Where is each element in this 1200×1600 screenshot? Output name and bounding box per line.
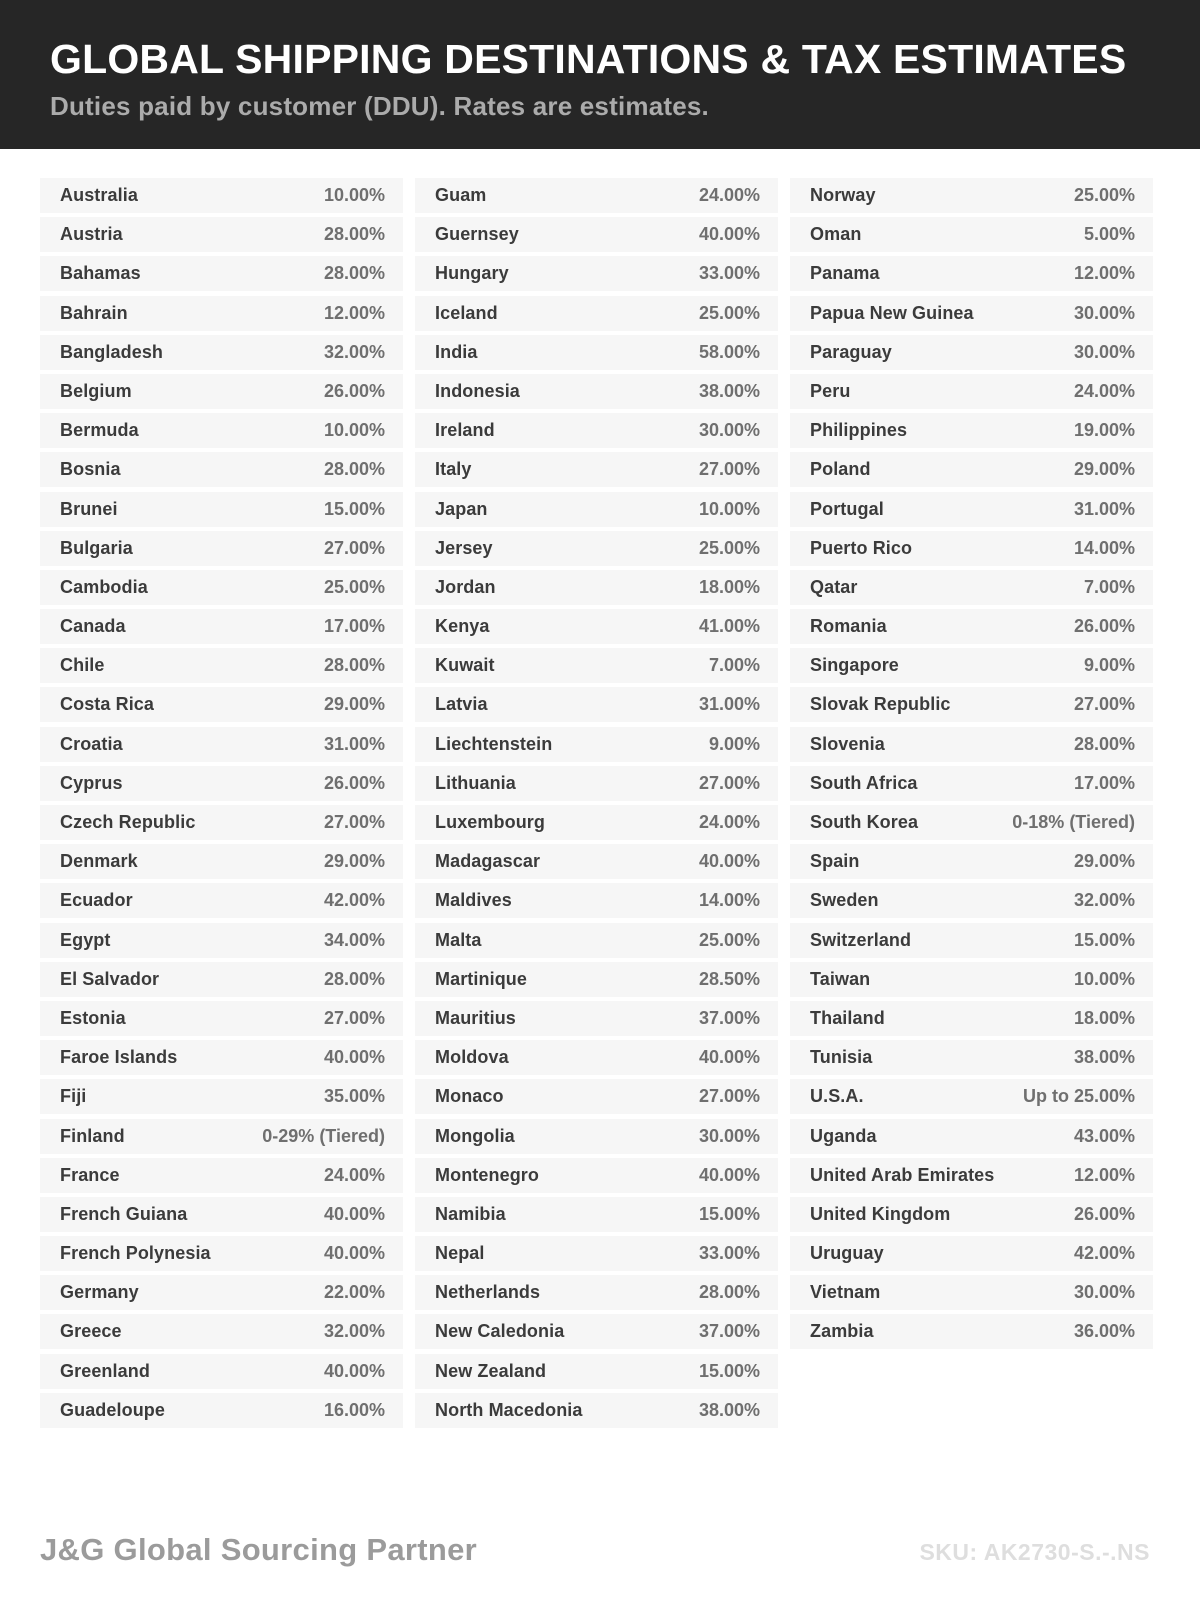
rate-value: 31.00% [1073, 498, 1135, 519]
rate-row [415, 531, 778, 566]
rate-row [415, 335, 778, 370]
country-name: Peru [810, 380, 851, 401]
country-name: Luxembourg [435, 812, 546, 832]
rate-value: 10.00% [323, 420, 385, 441]
country-name: French Guiana [60, 1203, 188, 1224]
country-name: Paraguay [810, 341, 892, 362]
country-name: Cyprus [60, 772, 123, 793]
country-name: Greece [60, 1321, 122, 1342]
country-name: Guam [435, 185, 487, 205]
rate-row [790, 1079, 1153, 1114]
rate-value: 32.00% [323, 341, 385, 362]
rate-value: 24.00% [698, 812, 760, 832]
rate-value: 27.00% [698, 1086, 760, 1107]
rate-value: 38.00% [1073, 1047, 1135, 1068]
page-title: GLOBAL SHIPPING DESTINATIONS & TAX ESTIMATES [50, 36, 1127, 82]
country-name: Panama [810, 263, 880, 284]
rate-row [40, 883, 403, 918]
country-name: Belgium [60, 380, 132, 401]
rate-value: 40.00% [698, 224, 760, 245]
rate-row [790, 923, 1153, 958]
rate-row [415, 883, 778, 918]
rate-row [790, 687, 1153, 722]
rate-value: 40.00% [323, 1360, 385, 1381]
rate-row [40, 374, 403, 409]
country-name: Namibia [435, 1203, 506, 1224]
rate-row [40, 805, 403, 840]
rate-row [40, 1314, 403, 1349]
rate-row [415, 1314, 778, 1349]
rate-value: 16.00% [323, 1399, 385, 1420]
country-name: Uganda [810, 1125, 877, 1146]
country-name: Norway [810, 185, 876, 205]
rate-value: 29.00% [323, 851, 385, 872]
rate-row [40, 570, 403, 605]
country-name: French Polynesia [60, 1243, 211, 1264]
country-name: Iceland [435, 302, 498, 323]
country-name: New Zealand [435, 1360, 547, 1381]
rate-row [40, 1001, 403, 1036]
country-name: Fiji [60, 1086, 87, 1107]
rate-row [415, 687, 778, 722]
brand-text: J&G Global Sourcing Partner [40, 1532, 478, 1567]
country-name: Martinique [435, 968, 528, 989]
rate-row [415, 1040, 778, 1075]
rate-row [40, 609, 403, 644]
country-name: Netherlands [435, 1282, 541, 1303]
country-name: Bangladesh [60, 341, 164, 362]
rate-value: 12.00% [1073, 263, 1135, 284]
rate-value: 17.00% [323, 616, 385, 637]
rate-value: 32.00% [323, 1321, 385, 1342]
country-name: U.S.A. [810, 1086, 864, 1107]
rate-row [415, 727, 778, 762]
rate-row [40, 687, 403, 722]
rate-value: 42.00% [1073, 1243, 1135, 1264]
country-name: Qatar [810, 576, 858, 597]
rate-value: 43.00% [1073, 1125, 1135, 1146]
rate-row [790, 178, 1153, 213]
rate-value: 27.00% [323, 812, 385, 832]
rate-value: 26.00% [323, 772, 385, 793]
country-name: Jersey [435, 537, 493, 558]
rate-value: 26.00% [1073, 1203, 1135, 1224]
rate-value: 14.00% [1073, 537, 1135, 558]
rate-row [415, 1354, 778, 1389]
rate-value: 24.00% [323, 1164, 385, 1185]
rate-row [415, 374, 778, 409]
country-name: Monaco [435, 1086, 504, 1107]
rate-value: 58.00% [698, 341, 760, 362]
country-name: Kenya [435, 616, 490, 637]
rate-value: 27.00% [323, 1007, 385, 1028]
rate-row [40, 648, 403, 683]
rate-value: 26.00% [1073, 616, 1135, 637]
country-name: Kuwait [435, 655, 495, 676]
rate-row [40, 727, 403, 762]
rates-column-1 [40, 178, 403, 1432]
rate-value: 27.00% [323, 537, 385, 558]
country-name: Ireland [435, 420, 495, 441]
rate-value: 0-29% (Tiered) [262, 1125, 385, 1146]
country-name: Finland [60, 1125, 125, 1146]
rate-row [790, 492, 1153, 527]
rate-row [415, 256, 778, 291]
rate-row [790, 531, 1153, 566]
rate-row [40, 962, 403, 997]
rate-row [415, 178, 778, 213]
country-name: Bulgaria [60, 537, 133, 558]
rate-value: 27.00% [698, 772, 760, 793]
country-name: Tunisia [810, 1047, 873, 1068]
sku-text: SKU: AK2730-S.-.NS [919, 1539, 1150, 1565]
rate-row [790, 766, 1153, 801]
rate-value: 31.00% [698, 694, 760, 715]
rate-value: 28.00% [323, 263, 385, 284]
rate-row [790, 452, 1153, 487]
rate-value: 10.00% [1073, 968, 1135, 989]
country-name: Maldives [435, 890, 512, 911]
country-name: Denmark [60, 851, 138, 872]
rate-row [790, 1236, 1153, 1271]
country-name: Mongolia [435, 1125, 515, 1146]
country-name: Vietnam [810, 1282, 881, 1303]
country-name: Slovenia [810, 733, 885, 754]
rate-value: 38.00% [698, 1399, 760, 1420]
rate-row [40, 923, 403, 958]
rate-value: 19.00% [1073, 420, 1135, 441]
country-name: Greenland [60, 1360, 150, 1381]
rate-value: 33.00% [698, 1243, 760, 1264]
rate-row [415, 1119, 778, 1154]
country-name: Portugal [810, 498, 884, 519]
rate-value: 30.00% [698, 1125, 760, 1146]
rate-value: 5.00% [1083, 224, 1135, 245]
rate-row [790, 1197, 1153, 1232]
rate-value: 15.00% [698, 1360, 760, 1381]
country-name: Bermuda [60, 420, 139, 441]
rate-row [40, 335, 403, 370]
country-name: Puerto Rico [810, 537, 913, 558]
rate-row [415, 296, 778, 331]
country-name: Guernsey [435, 224, 519, 245]
rate-row [40, 531, 403, 566]
rate-row [790, 413, 1153, 448]
rate-value: 40.00% [698, 1047, 760, 1068]
rate-value: 27.00% [1073, 694, 1135, 715]
rate-value: Up to 25.00% [1022, 1086, 1135, 1107]
country-name: Canada [60, 616, 126, 637]
rate-row [415, 413, 778, 448]
rate-row [790, 1275, 1153, 1310]
rate-row [40, 413, 403, 448]
rate-value: 10.00% [698, 498, 760, 519]
rate-value: 30.00% [698, 420, 760, 441]
rate-row [790, 1040, 1153, 1075]
rate-value: 40.00% [323, 1243, 385, 1264]
rate-value: 37.00% [698, 1321, 760, 1342]
country-name: Indonesia [435, 380, 520, 401]
country-name: South Korea [810, 812, 919, 832]
rate-row [40, 1079, 403, 1114]
rate-value: 9.00% [1083, 655, 1135, 676]
rate-value: 28.00% [323, 655, 385, 676]
country-name: South Africa [810, 772, 918, 793]
rate-value: 12.00% [323, 302, 385, 323]
country-name: France [60, 1164, 120, 1185]
rate-value: 24.00% [698, 185, 760, 205]
rate-row [40, 178, 403, 213]
rate-value: 29.00% [1073, 851, 1135, 872]
country-name: Poland [810, 459, 871, 480]
rate-value: 25.00% [698, 537, 760, 558]
country-name: Taiwan [810, 968, 871, 989]
rate-row [40, 1354, 403, 1389]
country-name: Uruguay [810, 1243, 884, 1264]
rate-row [40, 1197, 403, 1232]
rate-row [790, 648, 1153, 683]
rate-row [790, 217, 1153, 252]
rate-row [415, 923, 778, 958]
country-name: Slovak Republic [810, 694, 951, 715]
rate-value: 30.00% [1073, 341, 1135, 362]
country-name: Moldova [435, 1047, 509, 1068]
rate-value: 0-18% (Tiered) [1012, 812, 1135, 832]
rate-value: 28.50% [698, 968, 760, 989]
rate-row [790, 727, 1153, 762]
rate-value: 14.00% [698, 890, 760, 911]
rates-table [40, 178, 1153, 1432]
rate-value: 29.00% [323, 694, 385, 715]
rate-row [415, 1001, 778, 1036]
country-name: Czech Republic [60, 812, 196, 832]
rate-row [415, 217, 778, 252]
rate-value: 17.00% [1073, 772, 1135, 793]
rate-row [40, 1119, 403, 1154]
rate-value: 29.00% [1073, 459, 1135, 480]
rate-row [40, 844, 403, 879]
rate-value: 40.00% [323, 1047, 385, 1068]
rate-value: 10.00% [323, 185, 385, 205]
rate-row [790, 296, 1153, 331]
rate-value: 22.00% [323, 1282, 385, 1303]
rate-row [790, 805, 1153, 840]
rate-row [790, 1314, 1153, 1349]
header [0, 0, 1200, 149]
country-name: Singapore [810, 655, 899, 676]
country-name: Guadeloupe [60, 1399, 166, 1420]
country-name: Papua New Guinea [810, 302, 974, 323]
rate-value: 18.00% [1073, 1007, 1135, 1028]
rate-value: 28.00% [323, 459, 385, 480]
rate-value: 30.00% [1073, 302, 1135, 323]
rate-row [40, 1040, 403, 1075]
rate-value: 27.00% [698, 459, 760, 480]
country-name: Estonia [60, 1007, 126, 1028]
country-name: Hungary [435, 263, 509, 284]
country-name: Bosnia [60, 459, 121, 480]
country-name: Thailand [810, 1007, 885, 1028]
rate-row [790, 883, 1153, 918]
rate-value: 40.00% [698, 1164, 760, 1185]
rate-value: 12.00% [1073, 1164, 1135, 1185]
rate-row [40, 1158, 403, 1193]
rate-row [790, 844, 1153, 879]
rate-value: 15.00% [1073, 929, 1135, 950]
rates-column-3 [790, 178, 1153, 1432]
rate-value: 28.00% [1073, 733, 1135, 754]
rate-value: 37.00% [698, 1007, 760, 1028]
rate-row [40, 492, 403, 527]
country-name: Sweden [810, 890, 879, 911]
rate-row [790, 335, 1153, 370]
rate-row [40, 1393, 403, 1428]
country-name: North Macedonia [435, 1399, 583, 1420]
rate-value: 28.00% [323, 968, 385, 989]
rate-row [790, 609, 1153, 644]
footer [40, 1532, 1150, 1568]
rate-row [415, 1275, 778, 1310]
country-name: Austria [60, 224, 123, 245]
country-name: Ecuador [60, 890, 133, 911]
country-name: Montenegro [435, 1164, 539, 1185]
country-name: Croatia [60, 733, 123, 754]
rate-row [790, 1001, 1153, 1036]
rate-value: 25.00% [1073, 185, 1135, 205]
rate-row [790, 256, 1153, 291]
rate-row [40, 217, 403, 252]
country-name: El Salvador [60, 968, 160, 989]
rate-row [415, 1158, 778, 1193]
rate-row [40, 766, 403, 801]
rate-value: 28.00% [698, 1282, 760, 1303]
rate-row [40, 256, 403, 291]
country-name: Chile [60, 655, 105, 676]
rate-row [415, 1393, 778, 1428]
country-name: Latvia [435, 694, 488, 715]
rate-value: 9.00% [708, 733, 760, 754]
rate-row [415, 1079, 778, 1114]
rate-value: 41.00% [698, 616, 760, 637]
rate-value: 24.00% [1073, 380, 1135, 401]
rate-row [415, 492, 778, 527]
country-name: Australia [60, 185, 138, 205]
country-name: United Arab Emirates [810, 1164, 995, 1185]
rate-row [415, 648, 778, 683]
page-subtitle: Duties paid by customer (DDU). Rates are estimates. [50, 91, 709, 122]
rate-value: 28.00% [323, 224, 385, 245]
country-name: United Kingdom [810, 1203, 951, 1224]
country-name: Lithuania [435, 772, 516, 793]
country-name: Costa Rica [60, 694, 155, 715]
rate-value: 26.00% [323, 380, 385, 401]
country-name: Japan [435, 498, 488, 519]
country-name: Spain [810, 851, 860, 872]
rate-value: 25.00% [698, 302, 760, 323]
country-name: Bahamas [60, 263, 141, 284]
rate-row [415, 1236, 778, 1271]
rate-value: 40.00% [323, 1203, 385, 1224]
rate-value: 31.00% [323, 733, 385, 754]
rate-row [790, 570, 1153, 605]
rate-value: 38.00% [698, 380, 760, 401]
country-name: Liechtenstein [435, 733, 553, 754]
rate-row [415, 805, 778, 840]
rate-value: 33.00% [698, 263, 760, 284]
rate-value: 40.00% [698, 851, 760, 872]
rate-value: 30.00% [1073, 1282, 1135, 1303]
rate-row [415, 609, 778, 644]
rate-row [790, 1158, 1153, 1193]
rate-row [415, 452, 778, 487]
rate-value: 32.00% [1073, 890, 1135, 911]
rate-row [790, 1119, 1153, 1154]
rate-row [415, 1197, 778, 1232]
country-name: Jordan [435, 576, 496, 597]
country-name: Malta [435, 929, 482, 950]
country-name: New Caledonia [435, 1321, 565, 1342]
country-name: Nepal [435, 1243, 485, 1264]
rate-row [790, 374, 1153, 409]
country-name: Philippines [810, 420, 908, 441]
country-name: Oman [810, 224, 862, 245]
country-name: Madagascar [435, 851, 541, 872]
rate-value: 25.00% [698, 929, 760, 950]
country-name: Mauritius [435, 1007, 516, 1028]
country-name: India [435, 341, 478, 362]
rate-value: 18.00% [698, 576, 760, 597]
country-name: Zambia [810, 1321, 874, 1342]
rate-value: 25.00% [323, 576, 385, 597]
country-name: Romania [810, 616, 887, 637]
rate-row [415, 962, 778, 997]
country-name: Bahrain [60, 302, 128, 323]
country-name: Brunei [60, 498, 118, 519]
rate-value: 7.00% [708, 655, 760, 676]
country-name: Germany [60, 1282, 139, 1303]
rates-column-2 [415, 178, 778, 1432]
rate-row [415, 570, 778, 605]
country-name: Cambodia [60, 576, 148, 597]
rate-row [415, 766, 778, 801]
rate-value: 42.00% [323, 890, 385, 911]
rate-value: 36.00% [1073, 1321, 1135, 1342]
rate-row [790, 962, 1153, 997]
country-name: Switzerland [810, 929, 912, 950]
rate-row [40, 1236, 403, 1271]
rate-value: 7.00% [1083, 576, 1135, 597]
rate-row [415, 844, 778, 879]
country-name: Egypt [60, 929, 111, 950]
rate-value: 15.00% [323, 498, 385, 519]
rate-row [40, 296, 403, 331]
country-name: Faroe Islands [60, 1047, 178, 1068]
rate-value: 15.00% [698, 1203, 760, 1224]
country-name: Italy [435, 459, 472, 480]
rate-value: 35.00% [323, 1086, 385, 1107]
rate-value: 34.00% [323, 929, 385, 950]
rate-row [40, 452, 403, 487]
rate-row [40, 1275, 403, 1310]
